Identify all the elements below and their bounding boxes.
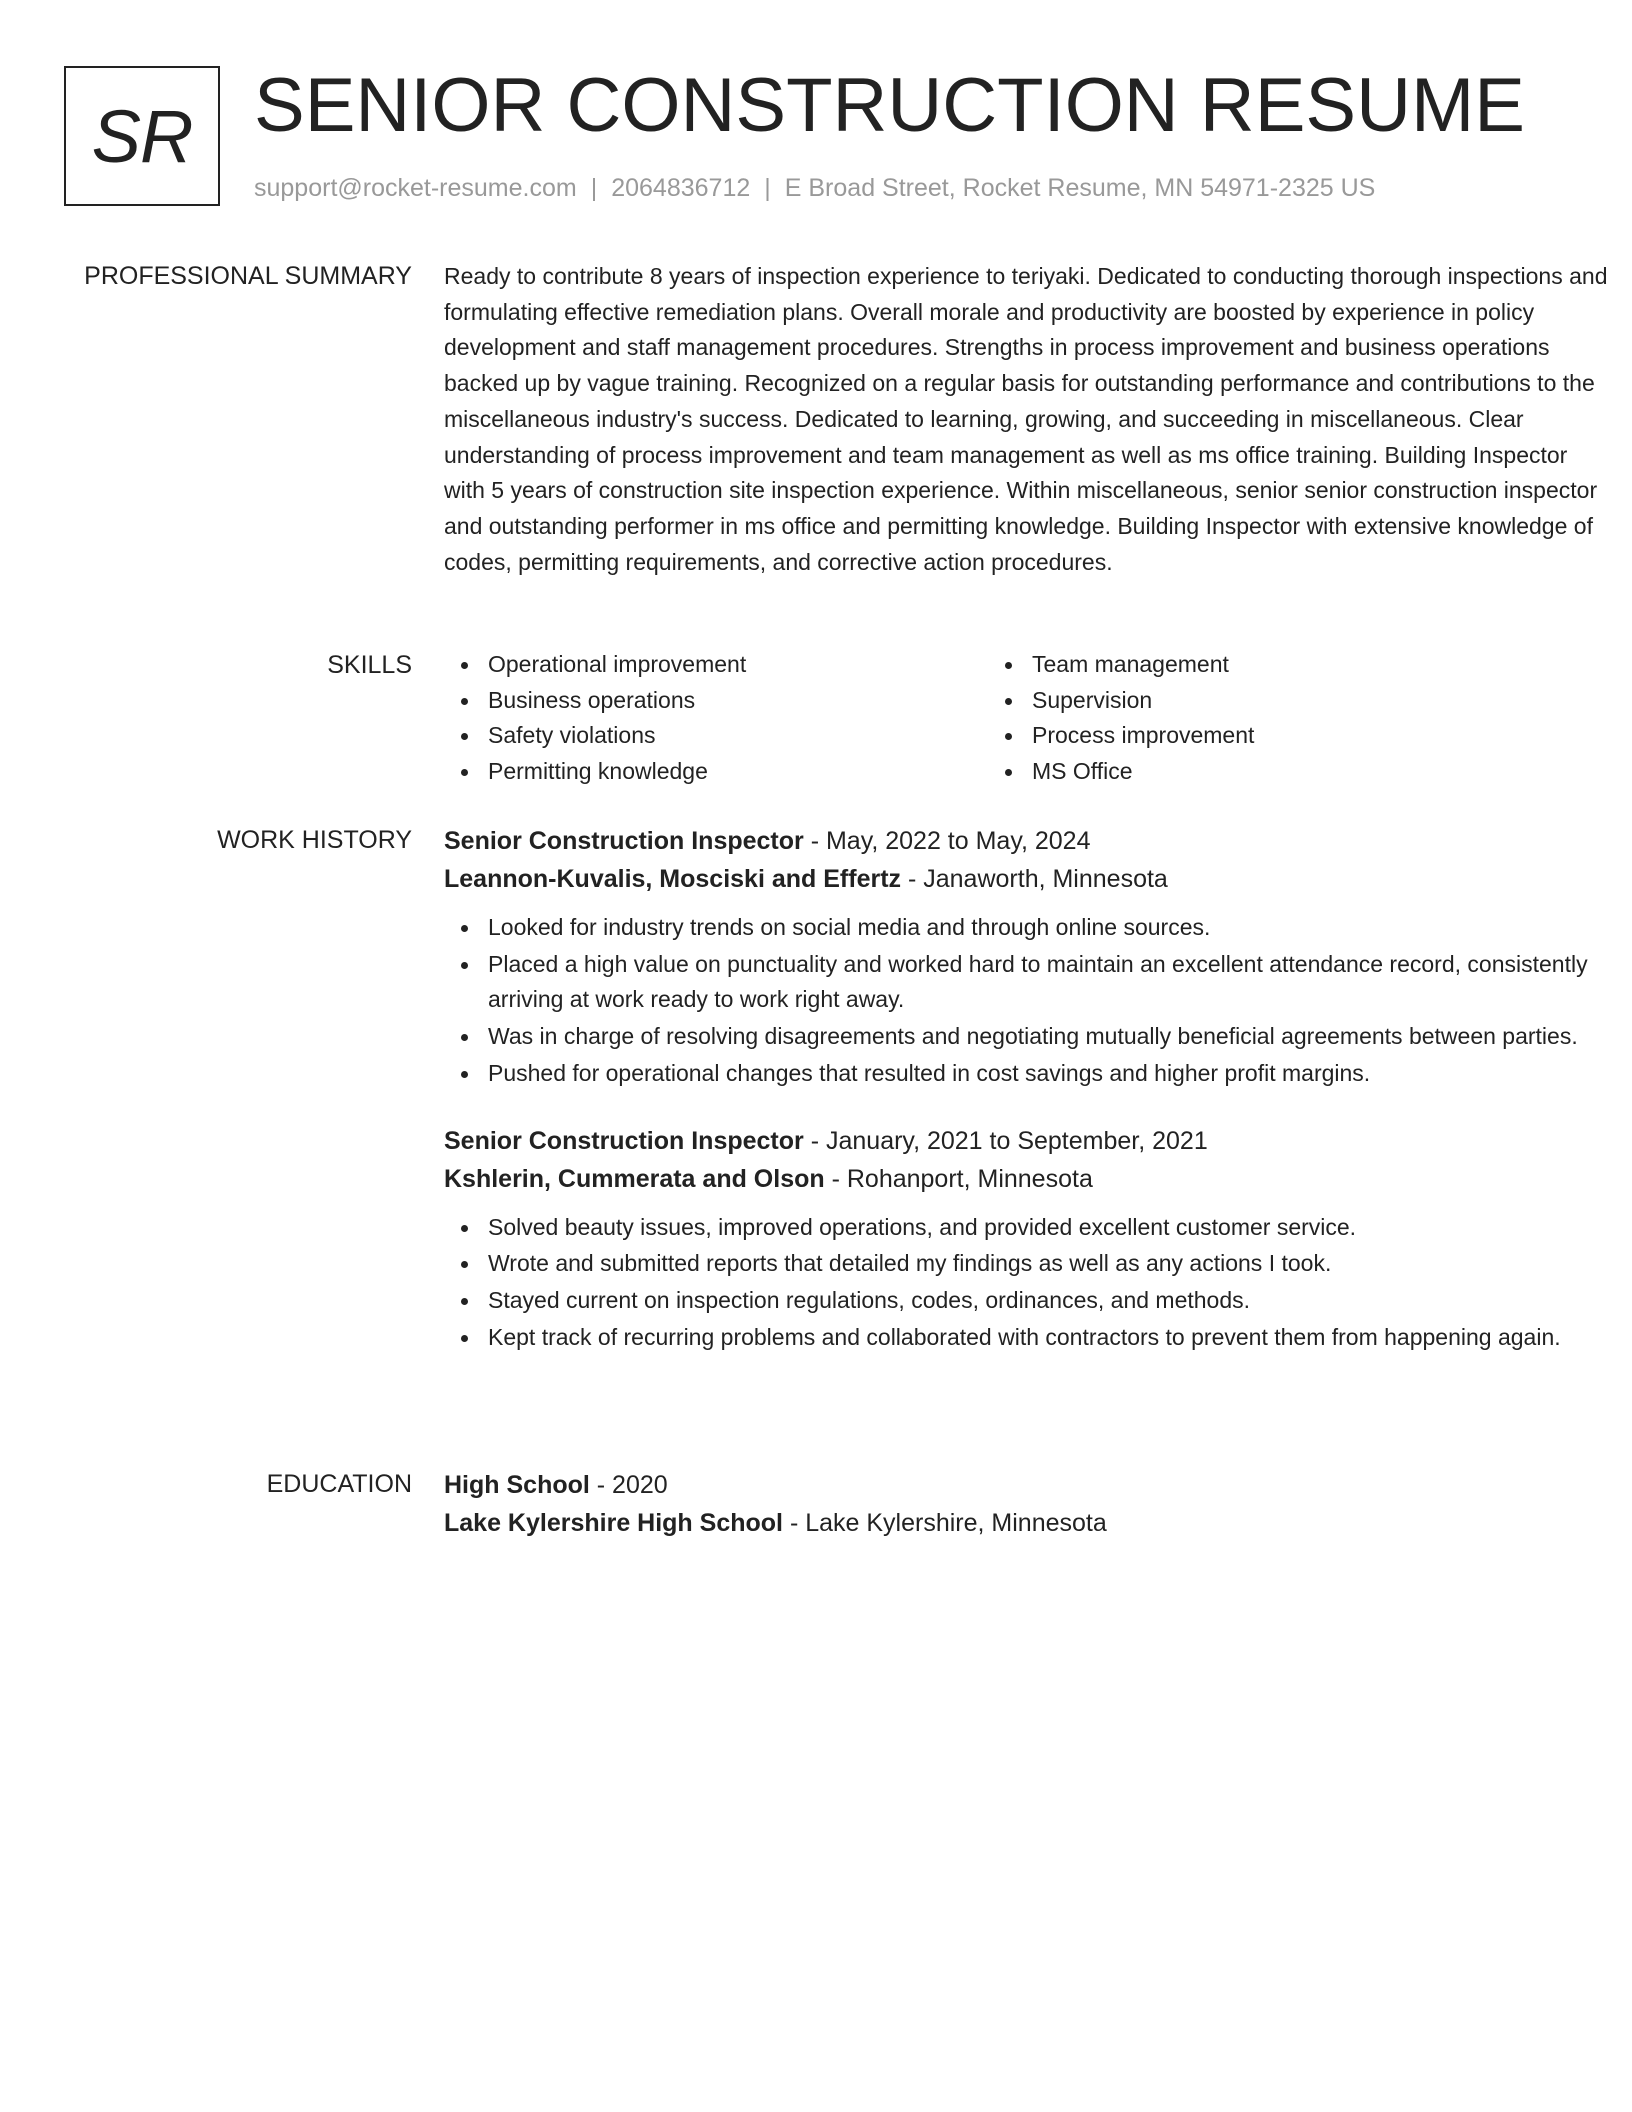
skill-item: Operational improvement xyxy=(488,647,1008,683)
skill-item: Team management xyxy=(1032,647,1552,683)
skill-item: Supervision xyxy=(1032,683,1552,719)
section-label-education: EDUCATION xyxy=(266,1470,412,1498)
education-school: Lake Kylershire High School xyxy=(444,1509,783,1537)
contact-phone: 2064836712 xyxy=(611,174,751,202)
job-bullet: Wrote and submitted reports that detailed my findings as well as any actions I took. xyxy=(488,1246,1624,1282)
education-degree: High School xyxy=(444,1471,590,1499)
skill-item: Process improvement xyxy=(1032,718,1552,754)
education-year: - 2020 xyxy=(589,1471,668,1499)
job-dates: - January, 2021 to September, 2021 xyxy=(803,1126,1208,1155)
job-bullet: Stayed current on inspection regulations, codes, ordinances, and methods. xyxy=(488,1283,1624,1319)
resume-header xyxy=(64,63,1584,208)
job-bullet: Was in charge of resolving disagreements and negotiating mutually beneficial agreements between parties. xyxy=(488,1019,1624,1055)
section-label-work: WORK HISTORY xyxy=(217,826,412,854)
skill-item: Safety violations xyxy=(488,718,1008,754)
skill-item: Permitting knowledge xyxy=(488,754,1008,790)
job-entry xyxy=(444,822,1624,1092)
job-title-line xyxy=(444,1122,1624,1160)
contact-email: support@rocket-resume.com xyxy=(254,174,577,202)
summary-text: Ready to contribute 8 years of inspection experience to teriyaki. Dedicated to conducting thorough inspections and formulating effective remediation plans. Overall morale and productivity are boosted by experience in policy development and staff management procedures. Strengths in process improvement and business operations backed up by vague training. Recognized on a regular basis for outstanding performance and contributions to the miscellaneous industry's success. Dedicated to learning, growing, and succeeding in miscellaneous. Clear understanding of process improvement and team management as well as ms office training. Building Inspector with 5 years of construction site inspection experience. Within miscellaneous, senior senior construction inspector and outstanding performer in ms office and permitting knowledge. Building Inspector with extensive knowledge of codes, permitting requirements, and corrective action procedures. xyxy=(444,263,1608,575)
contact-line xyxy=(254,174,1375,203)
skills-list-right xyxy=(1008,647,1552,790)
education-degree-line xyxy=(444,1466,1624,1504)
section-label-skills: SKILLS xyxy=(327,651,412,679)
job-bullet: Kept track of recurring problems and collaborated with contractors to prevent them from happening again. xyxy=(488,1320,1624,1356)
contact-separator: | xyxy=(590,174,598,202)
job-dates: - May, 2022 to May, 2024 xyxy=(803,827,1091,855)
resume-title: SENIOR CONSTRUCTION RESUME xyxy=(254,63,1525,148)
job-title: Senior Construction Inspector xyxy=(444,827,804,855)
skill-item: MS Office xyxy=(1032,754,1552,790)
section-label-summary: PROFESSIONAL SUMMARY xyxy=(84,262,412,290)
job-company: Leannon-Kuvalis, Mosciski and Effertz xyxy=(444,865,902,893)
monogram-badge: SR xyxy=(64,66,220,206)
education-school-line xyxy=(444,1504,1624,1542)
job-bullets xyxy=(444,1210,1624,1356)
job-bullets xyxy=(444,910,1624,1092)
job-bullet: Looked for industry trends on social media and through online sources. xyxy=(488,910,1624,946)
job-title-line xyxy=(444,822,1624,860)
job-company-line xyxy=(444,860,1624,898)
job-location: - Rohanport, Minnesota xyxy=(824,1164,1093,1193)
job-bullet: Placed a high value on punctuality and worked hard to maintain an excellent attendance record, consistently arriving at work ready to work right away. xyxy=(488,947,1624,1018)
education-location: - Lake Kylershire, Minnesota xyxy=(783,1509,1107,1537)
job-company-line xyxy=(444,1160,1624,1198)
job-bullet: Pushed for operational changes that resulted in cost savings and higher profit margins. xyxy=(488,1056,1624,1092)
contact-separator: | xyxy=(764,174,771,202)
job-title: Senior Construction Inspector xyxy=(444,1126,804,1155)
job-bullet: Solved beauty issues, improved operations, and provided excellent customer service. xyxy=(488,1210,1624,1246)
job-company: Kshlerin, Cummerata and Olson xyxy=(444,1164,825,1193)
job-location: - Janaworth, Minnesota xyxy=(901,865,1168,893)
skills-list-left xyxy=(444,647,1008,790)
job-entry xyxy=(444,1122,1624,1356)
contact-address: E Broad Street, Rocket Resume, MN 54971-2325 US xyxy=(784,174,1376,202)
skill-item: Business operations xyxy=(488,683,1008,719)
